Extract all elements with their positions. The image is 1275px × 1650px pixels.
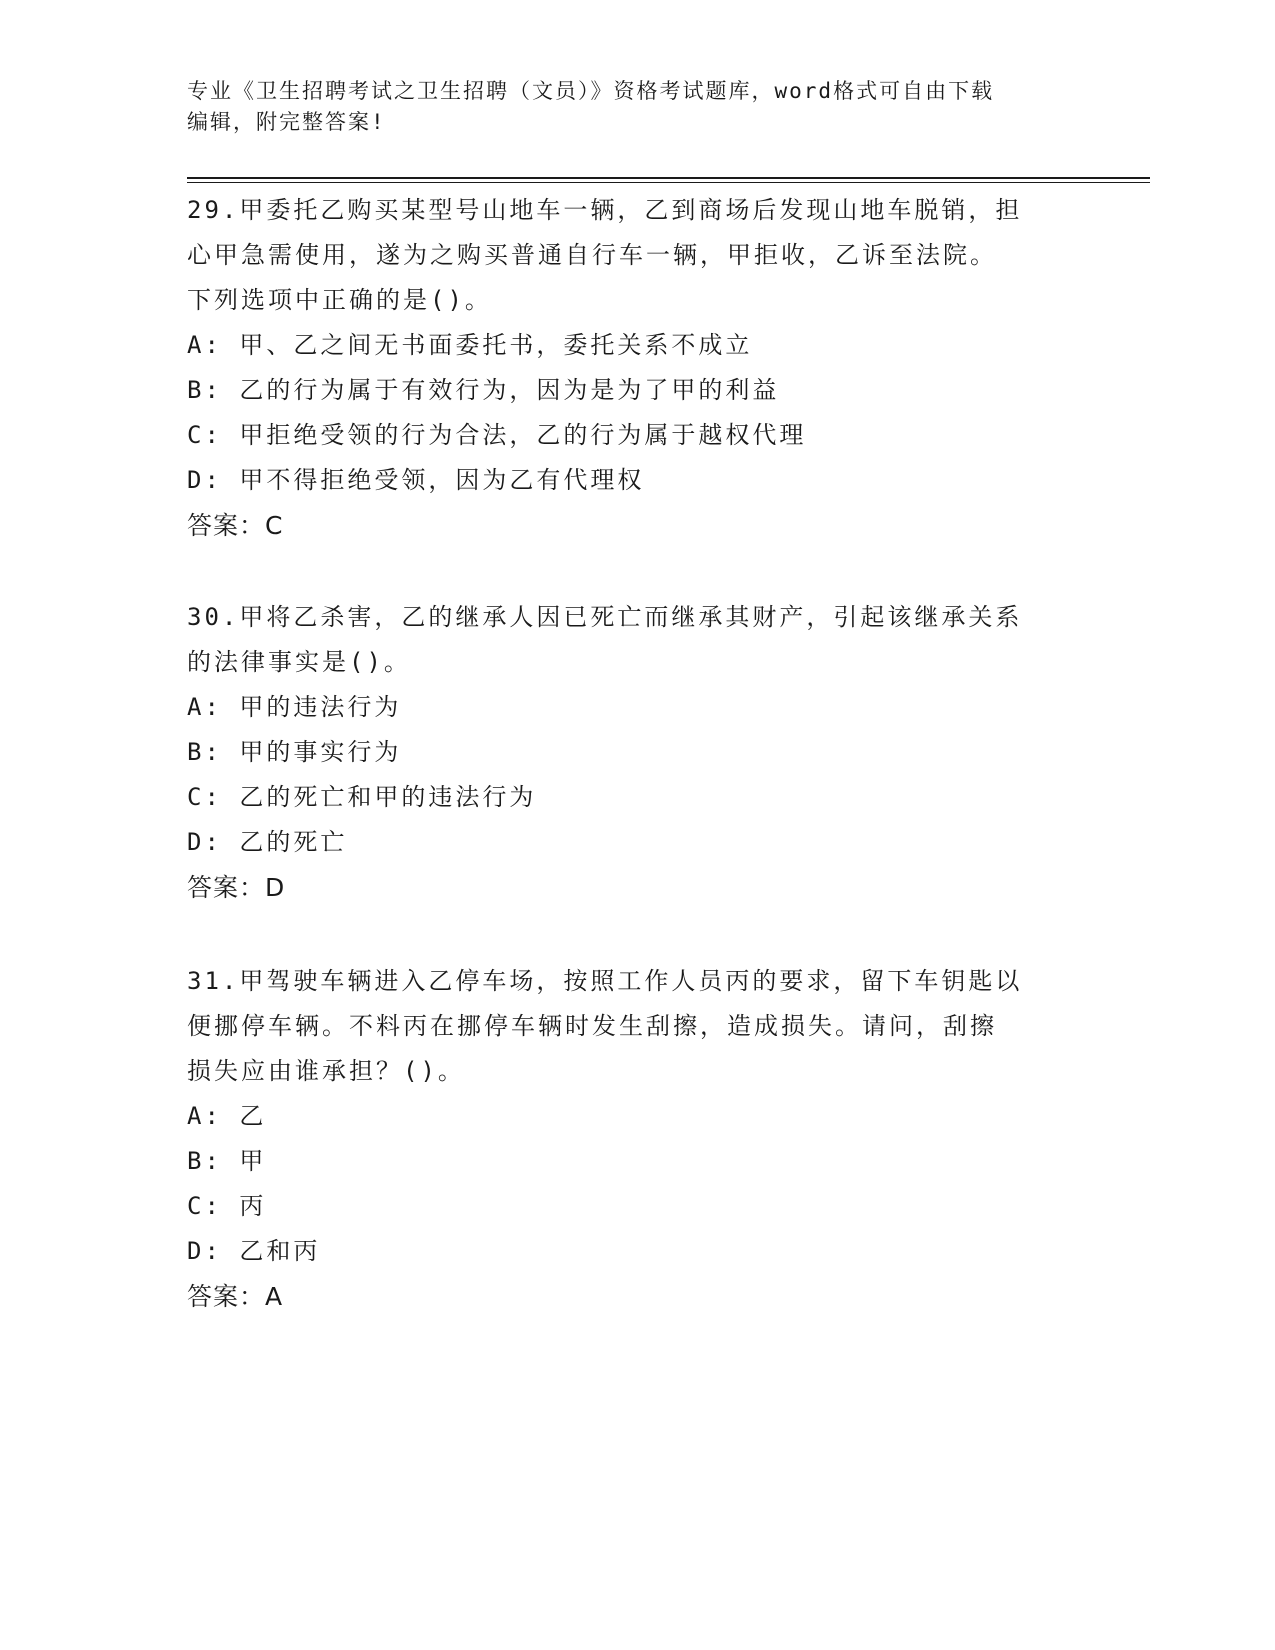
- option-c: C: 甲拒绝受领的行为合法，乙的行为属于越权代理: [187, 421, 807, 449]
- option-a: A: 甲的违法行为: [187, 693, 402, 721]
- header-divider-thick: [187, 177, 1150, 179]
- option-b: B: 甲的事实行为: [187, 738, 402, 766]
- option-b: B: 甲: [187, 1147, 267, 1175]
- option-d: D: 乙的死亡: [187, 828, 348, 856]
- question-30: [187, 595, 1077, 910]
- option-c: C: 丙: [187, 1192, 267, 1220]
- document-header: [187, 76, 1077, 138]
- question-29: [187, 188, 1077, 548]
- answer-label: 答案：A: [187, 1282, 284, 1311]
- answer-label: 答案：D: [187, 873, 286, 902]
- question-stem-line: 30.甲将乙杀害，乙的继承人因已死亡而继承其财产，引起该继承关系: [187, 603, 1023, 631]
- option-a: A: 乙: [187, 1102, 267, 1130]
- question-stem-line: 31.甲驾驶车辆进入乙停车场，按照工作人员丙的要求，留下车钥匙以: [187, 967, 1023, 995]
- option-d: D: 甲不得拒绝受领，因为乙有代理权: [187, 466, 645, 494]
- question-stem-line: 损失应由谁承担？()。: [187, 1057, 465, 1085]
- header-line-2: 编辑，附完整答案!: [187, 110, 386, 134]
- option-b: B: 乙的行为属于有效行为，因为是为了甲的利益: [187, 376, 780, 404]
- option-c: C: 乙的死亡和甲的违法行为: [187, 783, 537, 811]
- question-stem-line: 29.甲委托乙购买某型号山地车一辆，乙到商场后发现山地车脱销，担: [187, 196, 1023, 224]
- answer-label: 答案：C: [187, 511, 284, 540]
- question-stem-line: 的法律事实是()。: [187, 648, 411, 676]
- header-divider-thin: [187, 182, 1150, 183]
- header-line-1: 专业《卫生招聘考试之卫生招聘（文员）》资格考试题库，word格式可自由下载: [187, 79, 995, 103]
- question-stem-line: 下列选项中正确的是()。: [187, 286, 492, 314]
- question-stem-line: 便挪停车辆。不料丙在挪停车辆时发生刮擦，造成损失。请问，刮擦: [187, 1012, 997, 1040]
- question-stem-line: 心甲急需使用，遂为之购买普通自行车一辆，甲拒收，乙诉至法院。: [187, 241, 997, 269]
- option-a: A: 甲、乙之间无书面委托书，委托关系不成立: [187, 331, 753, 359]
- option-d: D: 乙和丙: [187, 1237, 321, 1265]
- question-31: [187, 959, 1077, 1319]
